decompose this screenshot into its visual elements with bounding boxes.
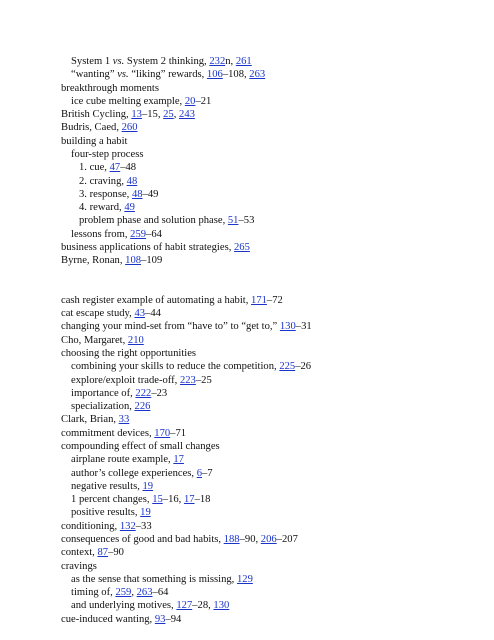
index-subentry [71,95,211,108]
entry-text: building a habit [61,135,128,147]
entry-text: compounding effect of small changes [61,441,220,452]
entry-text: 1 percent changes, [71,494,153,506]
entry-text: choosing the right opportunities [61,348,197,359]
index-subentry [79,188,158,201]
page-link[interactable]: 48 [131,188,143,200]
page-link[interactable]: 17 [183,494,195,506]
entry-text: context, [61,547,98,559]
page-link[interactable]: 225 [279,361,296,373]
entry-text: commitment devices, [61,427,155,439]
index-entry [61,413,129,426]
entry-text: 4. reward, [79,202,125,214]
index-subentry [71,493,210,506]
page-link[interactable]: 106 [206,69,223,81]
entry-text: four-step process [71,149,144,160]
entry-text: –44 [145,308,161,320]
entry-text: –64 [146,228,162,240]
page-link[interactable]: 33 [118,414,130,426]
entry-text: as the sense that something is missing, [71,573,237,585]
page-link[interactable]: 19 [142,480,154,492]
page-link[interactable]: 108 [125,255,142,267]
page-link[interactable]: 19 [140,507,151,519]
page-link[interactable]: 127 [176,600,193,612]
page-link[interactable]: 87 [97,547,109,559]
index-subentry [71,387,167,400]
entry-text: business applications of habit strategies, [61,241,234,253]
entry-text: cash register example of automating a habit, [61,294,252,306]
page-link[interactable]: 15 [152,494,163,506]
entry-text: positive results, [71,507,141,519]
index-entry [61,560,97,573]
entry-text: author’s college experiences, [71,467,197,479]
index-entry [61,533,298,546]
index-entry [61,135,128,148]
index-subentry [79,201,135,214]
entry-text: –90 [108,547,124,559]
entry-text: Clark, Brian, [61,414,119,426]
entry-text: “liking” rewards, [128,69,207,81]
index-entry [61,320,312,333]
page-link[interactable]: 243 [179,109,195,121]
entry-text: Byrne, Ronan, [61,255,126,267]
page-link[interactable]: 49 [124,202,135,214]
entry-text: Budris, Caed, [61,122,122,134]
entry-text: , [173,109,180,121]
entry-text: cat escape study, [61,308,135,320]
page-link[interactable]: 226 [134,401,151,413]
entry-text: negative results, [71,480,143,492]
index-subentry [79,175,137,188]
entry-text: –49 [142,188,159,200]
entry-text: –94 [165,613,182,625]
entry-text: “wanting” [71,69,118,81]
entry-text: , [131,587,137,598]
index-entry [61,254,162,267]
entry-text: –64 [152,587,169,598]
entry-text: –26 [295,361,312,373]
entry-text: –48 [120,162,137,174]
index-entry [61,108,195,121]
page-link[interactable]: 13 [131,109,142,121]
page-link[interactable]: 93 [154,613,166,625]
entry-text: –21 [195,95,212,107]
page-link[interactable]: 206 [260,533,277,545]
index-subentry [71,480,153,493]
entry-text: combining your skills to reduce the competition, [71,361,280,373]
page-link[interactable]: 260 [121,122,138,134]
index-subentry [71,360,311,373]
page-link[interactable]: 210 [127,334,144,346]
page-link[interactable]: 261 [235,56,252,67]
index-subentry [71,228,162,241]
entry-text: –15, [141,109,164,121]
entry-text: explore/exploit trade-off, [71,374,180,386]
entry-text: System 1 [71,56,113,67]
page-link[interactable]: 188 [223,533,240,545]
index-subentry [71,599,229,612]
entry-text: cravings [61,560,97,572]
entry-text: conditioning, [61,520,120,532]
index-subentry [71,55,252,68]
entry-text: changing your mind-set from “have to” to “get to,” [61,321,280,333]
entry-text: –72 [266,294,283,306]
page-link[interactable]: 51 [227,215,239,227]
page-link[interactable]: 171 [251,294,267,306]
entry-text: –109 [141,255,163,267]
entry-text: –108, [222,69,250,81]
entry-text: specialization, [71,401,135,413]
entry-text: –33 [135,520,152,532]
index-subentry [79,161,136,174]
index-entry [61,241,250,254]
index-subentry [71,453,184,466]
page-link[interactable]: 48 [126,175,138,187]
index-subentry [71,467,213,480]
entry-text: –71 [170,427,187,439]
entry-text: ice cube melting example, [71,95,185,107]
entry-text: British Cycling, [61,109,132,121]
index-subentry [71,586,168,599]
index-entry [61,347,196,360]
page-link[interactable]: 47 [109,162,121,174]
entry-text: –18 [194,494,211,506]
entry-text: –25 [195,374,212,386]
page-link[interactable]: 232 [209,56,226,67]
entry-text: Cho, Margaret, [61,334,128,346]
index-subentry [71,374,212,387]
italic-text: vs. [117,69,129,81]
entry-text: problem phase and solution phase, [79,215,228,227]
index-subentry [71,506,151,519]
entry-text: –207 [276,533,298,545]
entry-text: timing of, [71,587,116,598]
index-entry [61,427,186,440]
page-link[interactable]: 223 [179,374,196,386]
entry-text: –16, [162,494,184,506]
entry-text: consequences of good and bad habits, [61,533,224,545]
entry-text: lessons from, [71,228,131,240]
index-entry [61,334,144,347]
entry-text: airplane route example, [71,454,174,466]
entry-text: –31 [295,321,312,333]
index-subentry [71,148,143,161]
index-entry [61,82,159,95]
page-link[interactable]: 132 [119,520,136,532]
page-link[interactable]: 259 [115,587,132,598]
page-link[interactable]: 259 [130,228,147,240]
entry-text: –7 [202,467,213,479]
entry-text: –53 [238,215,255,227]
page-link[interactable]: 129 [236,573,253,585]
entry-text: 2. craving, [79,175,127,187]
index-entry [61,440,220,453]
index-subentry [79,214,254,227]
entry-text: and underlying motives, [71,600,177,612]
entry-text: 1. cue, [79,162,110,174]
page-link[interactable]: 130 [279,321,296,333]
entry-text: cue-induced wanting, [61,613,155,625]
entry-text: –23 [151,387,168,399]
page-link[interactable]: 222 [135,387,152,399]
entry-text: System 2 thinking, [124,56,210,67]
page-link[interactable]: 130 [213,600,230,612]
entry-text: n, [225,56,236,67]
entry-text: –90, [239,533,261,545]
page-link[interactable]: 43 [134,308,146,320]
italic-text: vs. [112,56,125,67]
index-entry [61,546,124,559]
index-entry [61,307,161,320]
index-entry [61,613,181,626]
index-entry [61,294,283,307]
page-link[interactable]: 25 [163,109,174,121]
page-link[interactable]: 20 [184,95,196,107]
entry-text: 3. response, [79,188,132,200]
entry-text: importance of, [71,387,136,399]
page-link[interactable]: 263 [136,587,153,598]
page-link[interactable]: 265 [234,241,250,253]
entry-text: –28, [192,600,214,612]
page-link[interactable]: 170 [154,427,171,439]
index-subentry [71,573,253,586]
page-link[interactable]: 263 [249,69,266,81]
index-subentry [71,68,265,81]
index-entry [61,121,138,134]
page-link[interactable]: 17 [173,454,184,466]
index-subentry [71,400,150,413]
index-entry [61,520,152,533]
page-link[interactable]: 6 [196,467,202,479]
entry-text: breakthrough moments [61,82,159,94]
